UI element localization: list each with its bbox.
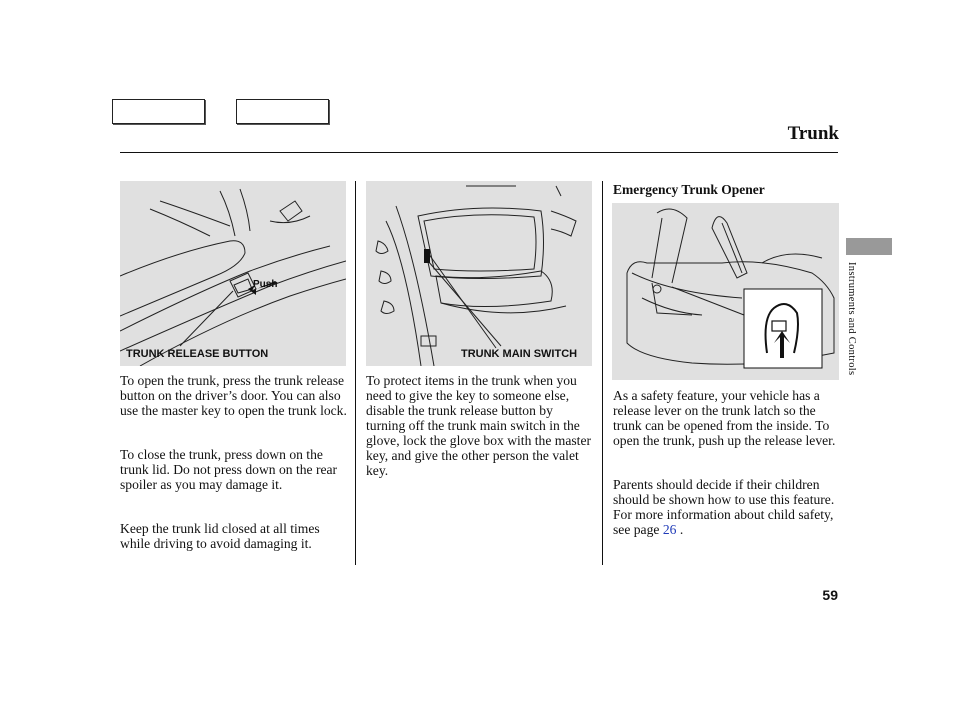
page-26-link[interactable]: 26 [662, 522, 677, 537]
column-divider-left [355, 181, 356, 565]
page-number: 59 [822, 587, 838, 603]
middle-paragraph-1: To protect items in the trunk when you need to give the key to someone else, disable the trunk release button by turning off the trunk main switch in the glove, lock the glove box with the master key, and give the other person the valet key. [366, 373, 592, 478]
page-title: Trunk [787, 123, 839, 144]
right-paragraph-2-text: Parents should decide if their children should be shown how to use this feature. For more information about child safety, see page [613, 477, 835, 537]
right-paragraph-2 [613, 477, 841, 537]
door-panel-drawing [120, 181, 346, 366]
left-paragraph-3: Keep the trunk lid closed at all times while driving to avoid damaging it. [120, 521, 320, 551]
section-tab-marker [846, 238, 892, 255]
emergency-opener-illustration [612, 203, 839, 380]
right-paragraph-1: As a safety feature, your vehicle has a release lever on the trunk latch so the trunk can be opened from the inside. To open the trunk, push up the release lever. [613, 388, 836, 448]
push-label: Push [253, 279, 278, 290]
left-paragraph-2: To close the trunk, press down on the trunk lid. Do not press down on the rear spoiler as you may damage it. [120, 447, 338, 492]
glove-box-drawing [366, 181, 592, 366]
section-side-label: Instruments and Controls [846, 262, 857, 376]
right-paragraph-2-end: . [676, 522, 684, 537]
trunk-release-illustration [120, 181, 346, 366]
figure-caption-trunk-release: TRUNK RELEASE BUTTON [126, 348, 269, 360]
nav-previous-button[interactable] [112, 99, 205, 124]
left-paragraph-1: To open the trunk, press the trunk release button on the driver’s door. You can also use the master key to open the trunk lock. [120, 373, 347, 418]
trunk-main-switch-illustration [366, 181, 592, 366]
figure-caption-main-switch: TRUNK MAIN SWITCH [461, 348, 578, 360]
title-divider [120, 152, 838, 153]
car-trunk-drawing [612, 203, 839, 380]
nav-next-button[interactable] [236, 99, 329, 124]
section-heading-emergency-opener: Emergency Trunk Opener [613, 182, 765, 197]
column-divider-right [602, 181, 603, 565]
